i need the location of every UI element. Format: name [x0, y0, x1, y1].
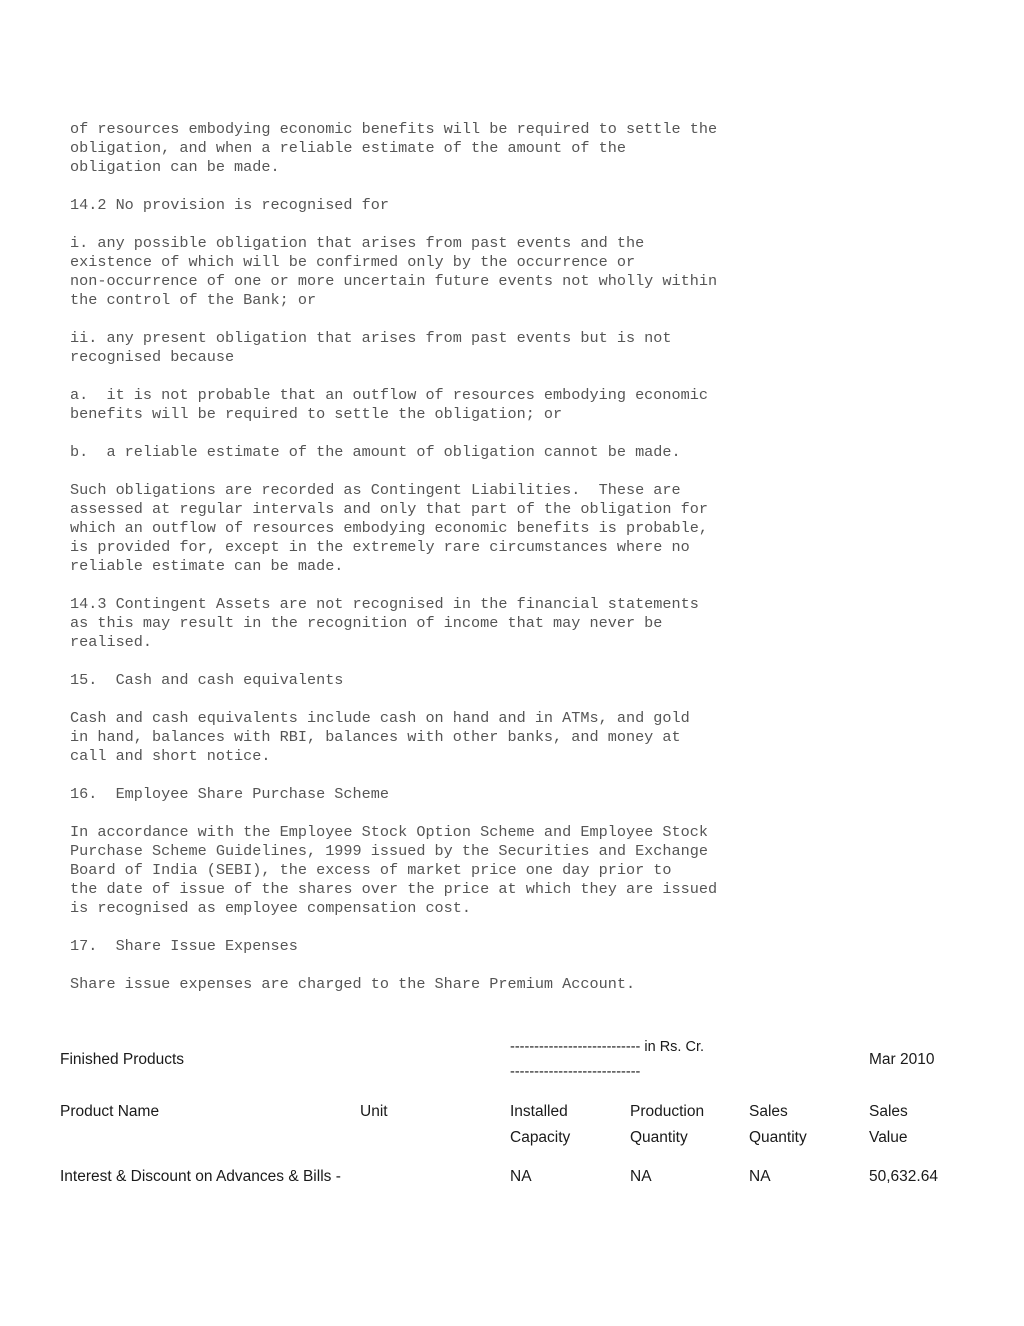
- table-section-title: Finished Products: [60, 1051, 185, 1068]
- table-cell-production-quantity: NA: [630, 1168, 652, 1185]
- column-header-capacity: Capacity: [510, 1129, 571, 1146]
- paragraph: of resources embodying economic benefits will be required to settle the obligation, and when a reliable estimate of the amount of the obligation can be made.: [70, 120, 718, 176]
- column-header-production-quantity: Quantity: [630, 1129, 688, 1146]
- column-header-sales: Sales: [869, 1103, 908, 1120]
- table-cell-installed-capacity: NA: [510, 1168, 532, 1185]
- column-header-installed: Installed: [510, 1103, 568, 1120]
- section-heading: 17. Share Issue Expenses: [70, 937, 298, 955]
- paragraph: i. any possible obligation that arises from past events and the existence of which will be confirmed only by the occurrence or non-occurrence of one or more uncertain future events not wholly within the control of the Bank; or: [70, 234, 718, 309]
- paragraph: In accordance with the Employee Stock Option Scheme and Employee Stock Purchase Scheme Guidelines, 1999 issued by the Securities and Exchange Board of India (SEBI), the excess of market price one day prior to the date of issue of the shares over the price at which they are issued is recognised as employee compensation cost.: [70, 823, 718, 917]
- paragraph: Such obligations are recorded as Contingent Liabilities. These are assessed at regular intervals and only that part of the obligation for which an outflow of resources embodying economic benefits is probable, is provided for, except in the extremely rare circumstances where no reliable estimate can be made.: [70, 481, 708, 575]
- paragraph: 14.2 No provision is recognised for: [70, 196, 389, 214]
- currency-note: --------------------------- in Rs. Cr.: [510, 1039, 705, 1055]
- paragraph: ii. any present obligation that arises from past events but is not recognised because: [70, 329, 672, 366]
- period-label: Mar 2010: [869, 1051, 935, 1068]
- column-header-sales-quantity: Quantity: [749, 1129, 807, 1146]
- paragraph: Share issue expenses are charged to the Share Premium Account.: [70, 975, 636, 993]
- table-cell-sales-quantity: NA: [749, 1168, 771, 1185]
- divider-dashes: ---------------------------: [510, 1064, 641, 1080]
- table-cell-sales-value: 50,632.64: [869, 1168, 938, 1185]
- paragraph: 14.3 Contingent Assets are not recognised in the financial statements as this may result in the recognition of income that may never be realised.: [70, 595, 699, 651]
- column-header-sales-value: Value: [869, 1129, 908, 1146]
- accounting-policy-text: [70, 120, 970, 1013]
- section-heading: 15. Cash and cash equivalents: [70, 671, 344, 689]
- section-heading: 16. Employee Share Purchase Scheme: [70, 785, 389, 803]
- paragraph: Cash and cash equivalents include cash on hand and in ATMs, and gold in hand, balances with RBI, balances with other banks, and money at call and short notice.: [70, 709, 690, 765]
- column-header-unit: Unit: [360, 1103, 388, 1120]
- column-header-production: Production: [630, 1103, 705, 1120]
- paragraph: a. it is not probable that an outflow of resources embodying economic benefits will be required to settle the obligation; or: [70, 386, 708, 423]
- table-cell-product-name: Interest & Discount on Advances & Bills -: [60, 1168, 341, 1185]
- column-header-sales: Sales: [749, 1103, 788, 1120]
- column-header-product-name: Product Name: [60, 1103, 160, 1120]
- paragraph: b. a reliable estimate of the amount of obligation cannot be made.: [70, 443, 681, 461]
